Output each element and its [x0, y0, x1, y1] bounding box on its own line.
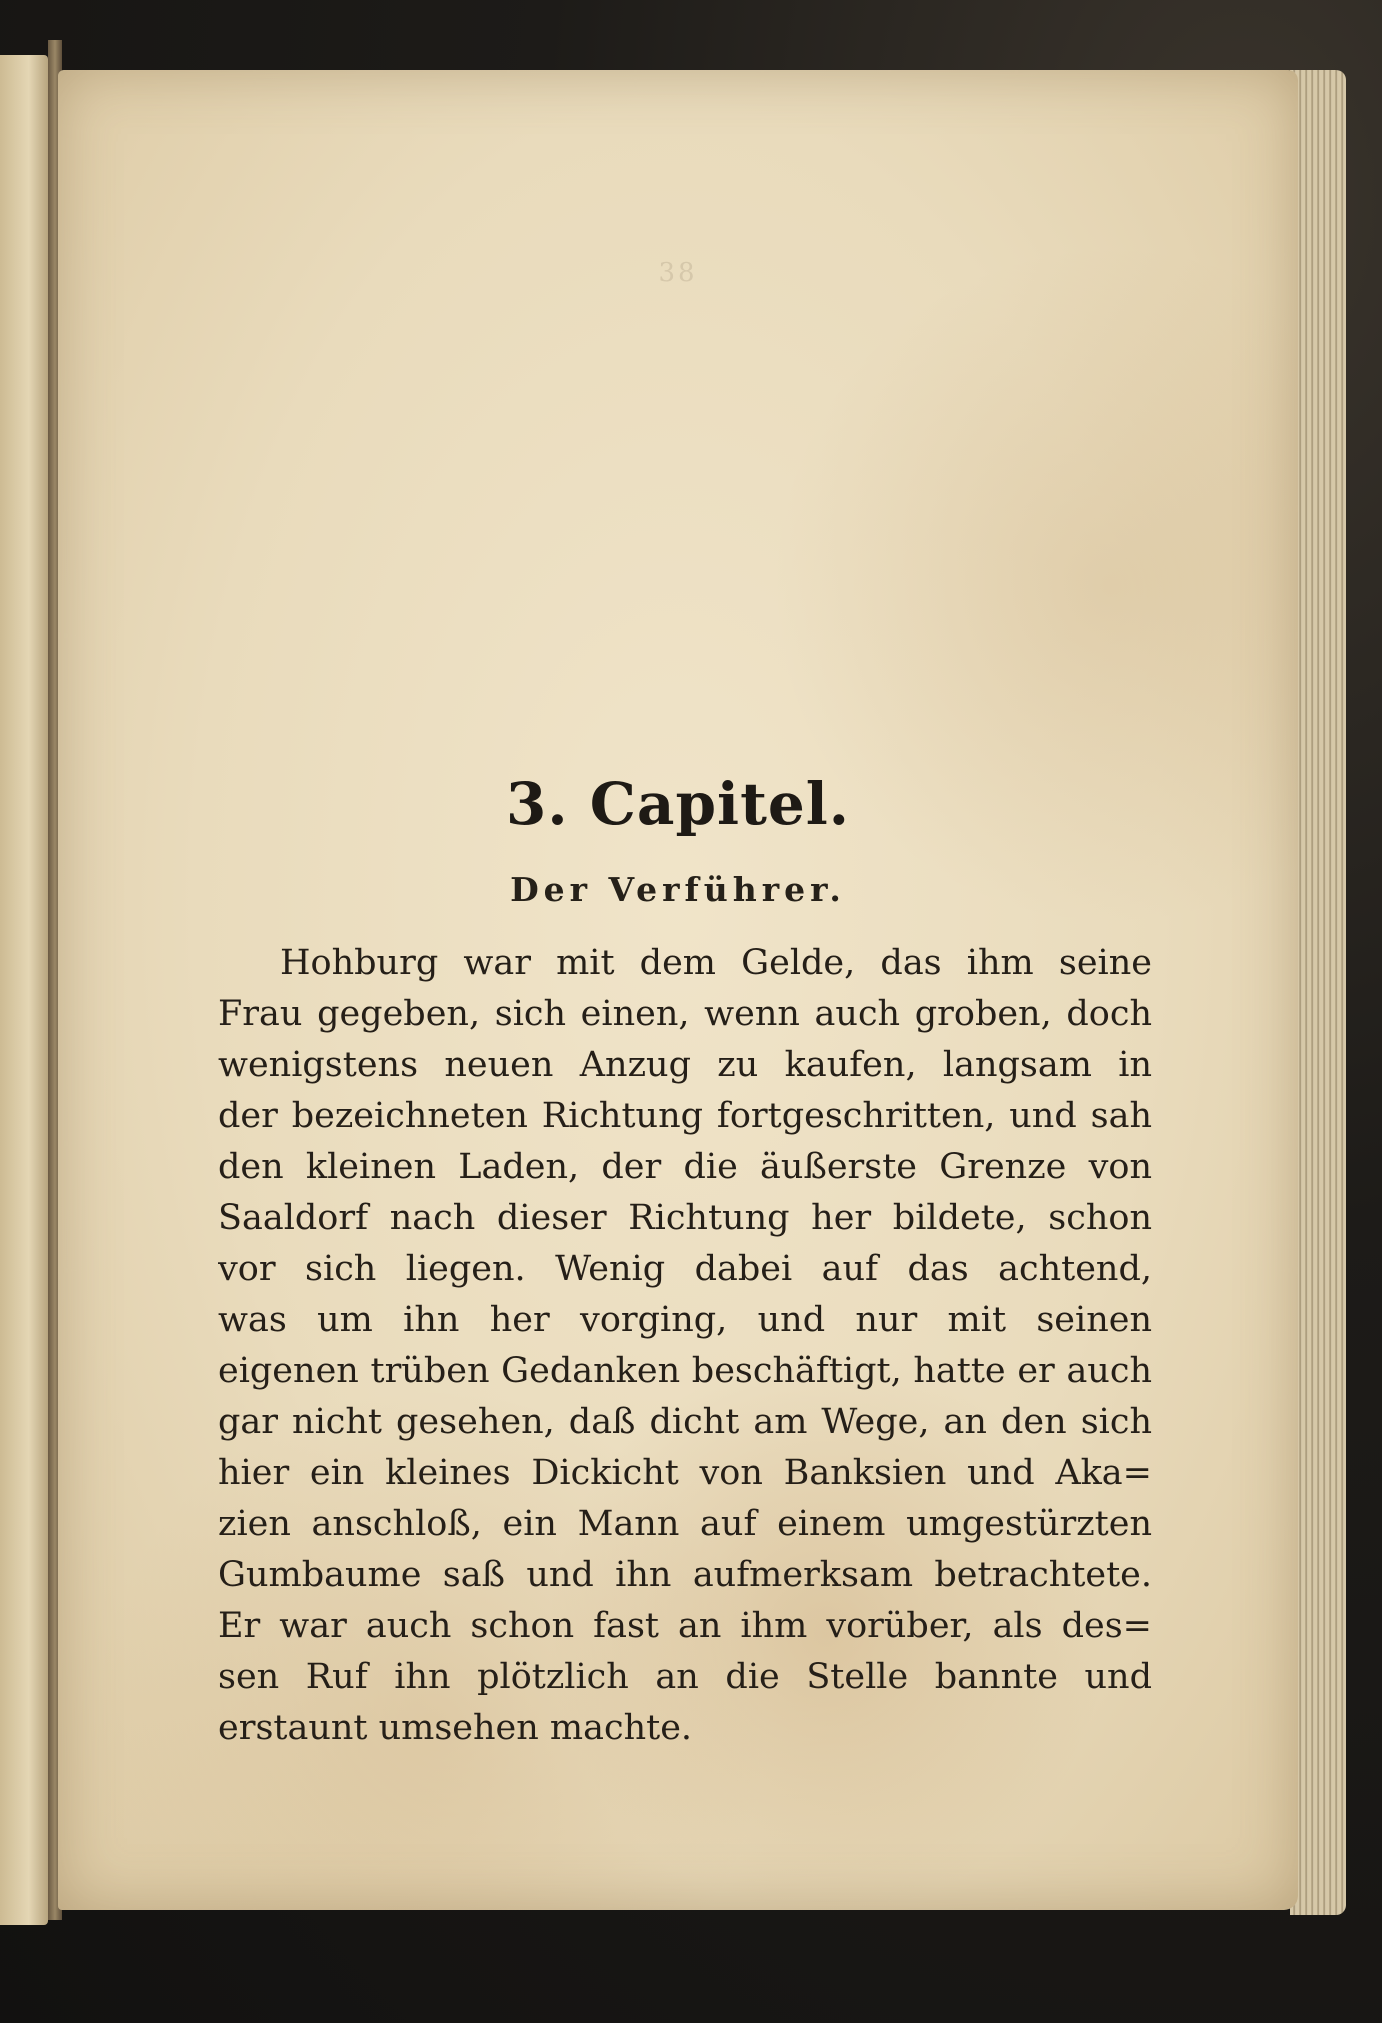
- text-line: sen Ruf ihn plötzlich an die Stelle bannte und: [218, 1657, 1152, 1697]
- chapter-subtitle: Der Verführer.: [510, 870, 846, 909]
- text-line: Frau gegeben, sich einen, wenn auch groben, doch: [218, 994, 1152, 1034]
- previous-page-edge: [0, 55, 48, 1925]
- text-line: eigenen trüben Gedanken beschäftigt, hatte er auch: [218, 1351, 1152, 1391]
- text-line: Hohburg war mit dem Gelde, das ihm seine: [280, 943, 1152, 983]
- text-line: gar nicht gesehen, daß dicht am Wege, an den sich: [218, 1402, 1152, 1442]
- text-line: zien anschloß, ein Mann auf einem umgestürzten: [218, 1504, 1152, 1544]
- text-line: hier ein kleines Dickicht von Banksien und Aka=: [218, 1453, 1152, 1493]
- text-line: den kleinen Laden, der die äußerste Grenze von: [218, 1147, 1152, 1187]
- text-line: Saaldorf nach dieser Richtung her bildete, schon: [218, 1198, 1152, 1238]
- chapter-body-text: [218, 938, 1152, 1754]
- text-line: Er war auch schon fast an ihm vorüber, als des=: [218, 1606, 1152, 1646]
- chapter-title: 3. Capitel.: [506, 770, 850, 838]
- page-stack-edge: [1290, 70, 1346, 1915]
- book-page: [58, 70, 1298, 1910]
- text-line: erstaunt umsehen machte.: [218, 1708, 693, 1748]
- text-line: Gumbaume saß und ihn aufmerksam betrachtete.: [218, 1555, 1152, 1595]
- page-number: 38: [658, 258, 698, 288]
- text-line: vor sich liegen. Wenig dabei auf das achtend,: [218, 1249, 1152, 1289]
- text-line: wenigstens neuen Anzug zu kaufen, langsam in: [218, 1045, 1152, 1085]
- text-line: was um ihn her vorging, und nur mit seinen: [218, 1300, 1152, 1340]
- text-line: der bezeichneten Richtung fortgeschritten, und sah: [218, 1096, 1152, 1136]
